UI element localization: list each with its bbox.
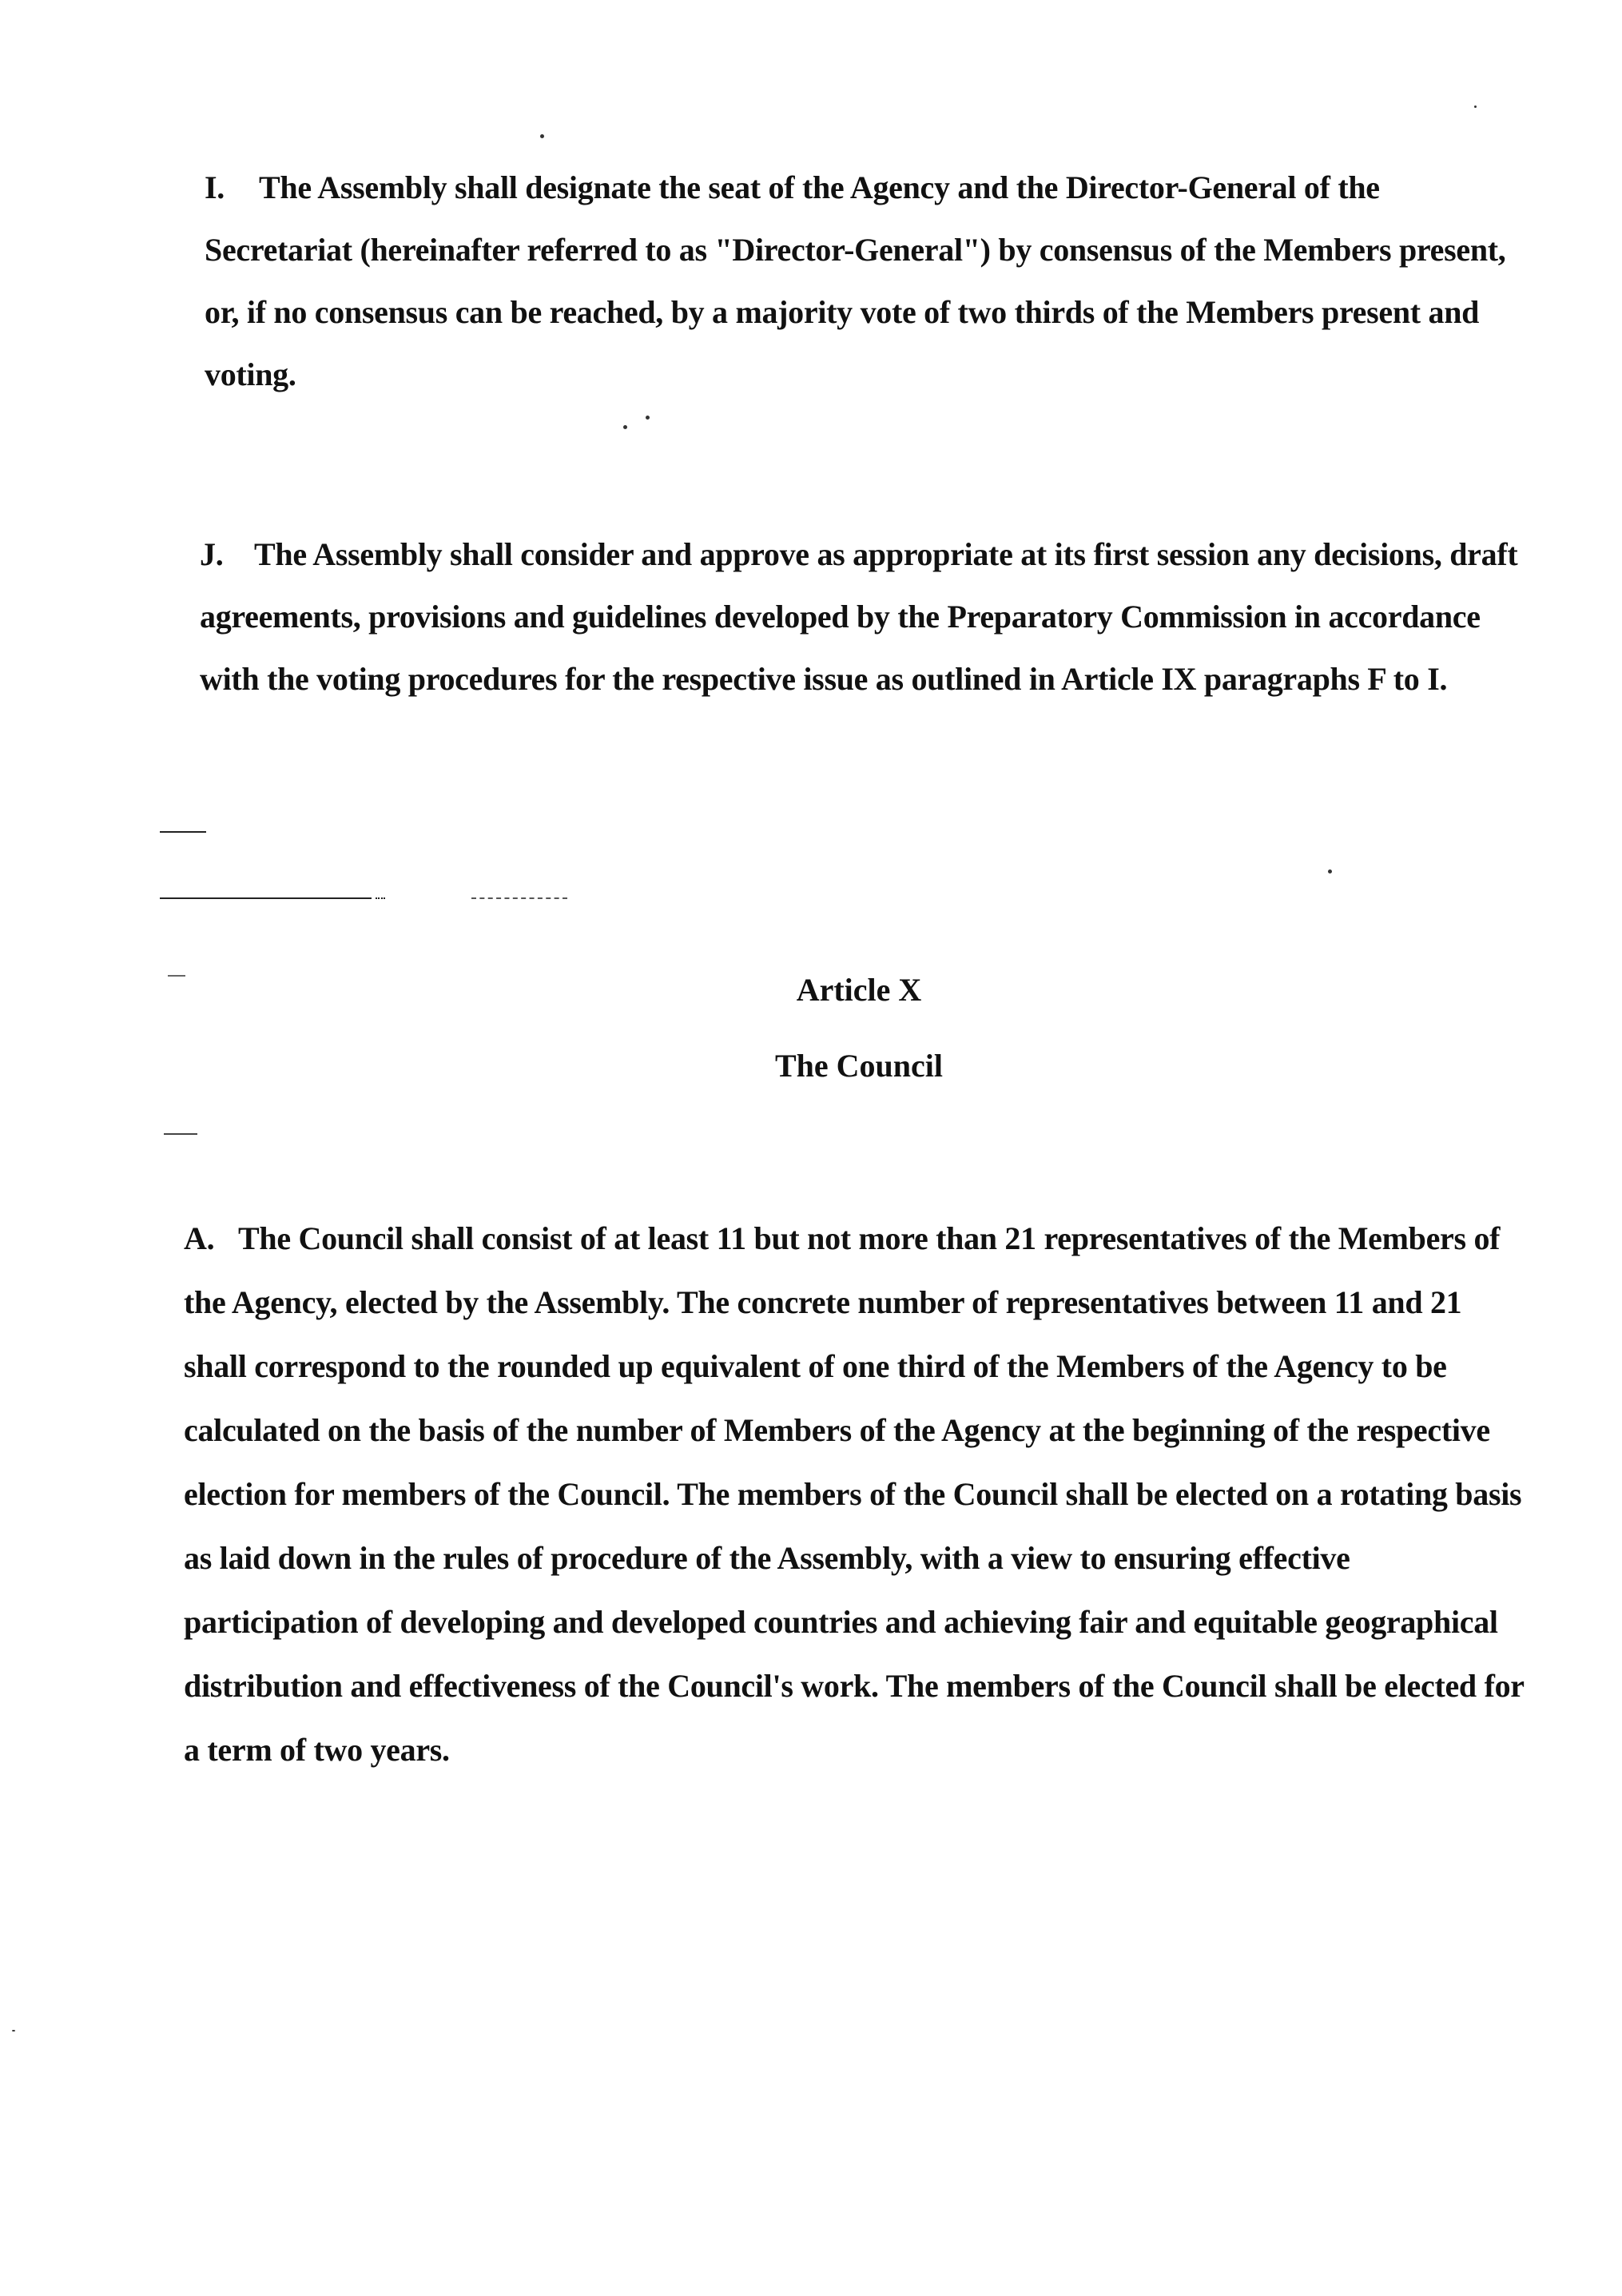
paragraph-i-label: I. [205,169,225,205]
paragraph-a-label: A. [184,1220,215,1256]
paragraph-i-text: The Assembly shall designate the seat of the Agency and the Director-General of the Secretariat (hereinafter referred to as "Director-General") by consensus of the Members present, or, if no consensus can be reached, by a majority vote of two thirds of the Members present and voting. [205,169,1506,392]
scan-speck [646,416,650,420]
scan-speck [12,2030,15,2031]
scan-speck [1474,105,1477,108]
paragraph-j-label: J. [200,536,224,572]
scan-speck [540,134,544,138]
scan-speck [1328,869,1332,873]
paragraph-a-text: The Council shall consist of at least 11 but not more than 21 representatives of the Members of the Agency, elected by the Assembly. The concrete number of representatives between 11 and 21 shall correspond to the rounded up equivalent of one third of the Members of the Agency to be calculated on the basis of the number of Members of the Agency at the beginning of the respective election for members of the Council. The members of the Council shall be elected on a rotating basis as laid down in the rules of procedure of the Assembly, with a view to ensuring effective participation of developing and developed countries and achieving fair and equitable geographical distribution and effectiveness of the Council's work. The members of the Council shall be elected for a term of two years. [184,1220,1525,1768]
article-heading: Article X [796,972,922,1008]
paragraph-j-text: The Assembly shall consider and approve as appropriate at its first session any decisions, draft agreements, provisions and guidelines developed by the Preparatory Commission in accordance with the voting procedures for the respective issue as outlined in Article IX paragraphs F to I. [200,536,1518,697]
separator-rule-dashes [471,897,567,899]
separator-rule [160,897,372,899]
section-title: The Council [774,1048,944,1084]
paragraph-a [184,1207,1526,1782]
paragraph-j [200,523,1526,710]
separator-rule-dots [376,897,385,899]
margin-mark [160,831,206,833]
margin-mark [164,1133,197,1135]
paragraph-i [205,157,1531,406]
scan-speck [623,425,627,429]
